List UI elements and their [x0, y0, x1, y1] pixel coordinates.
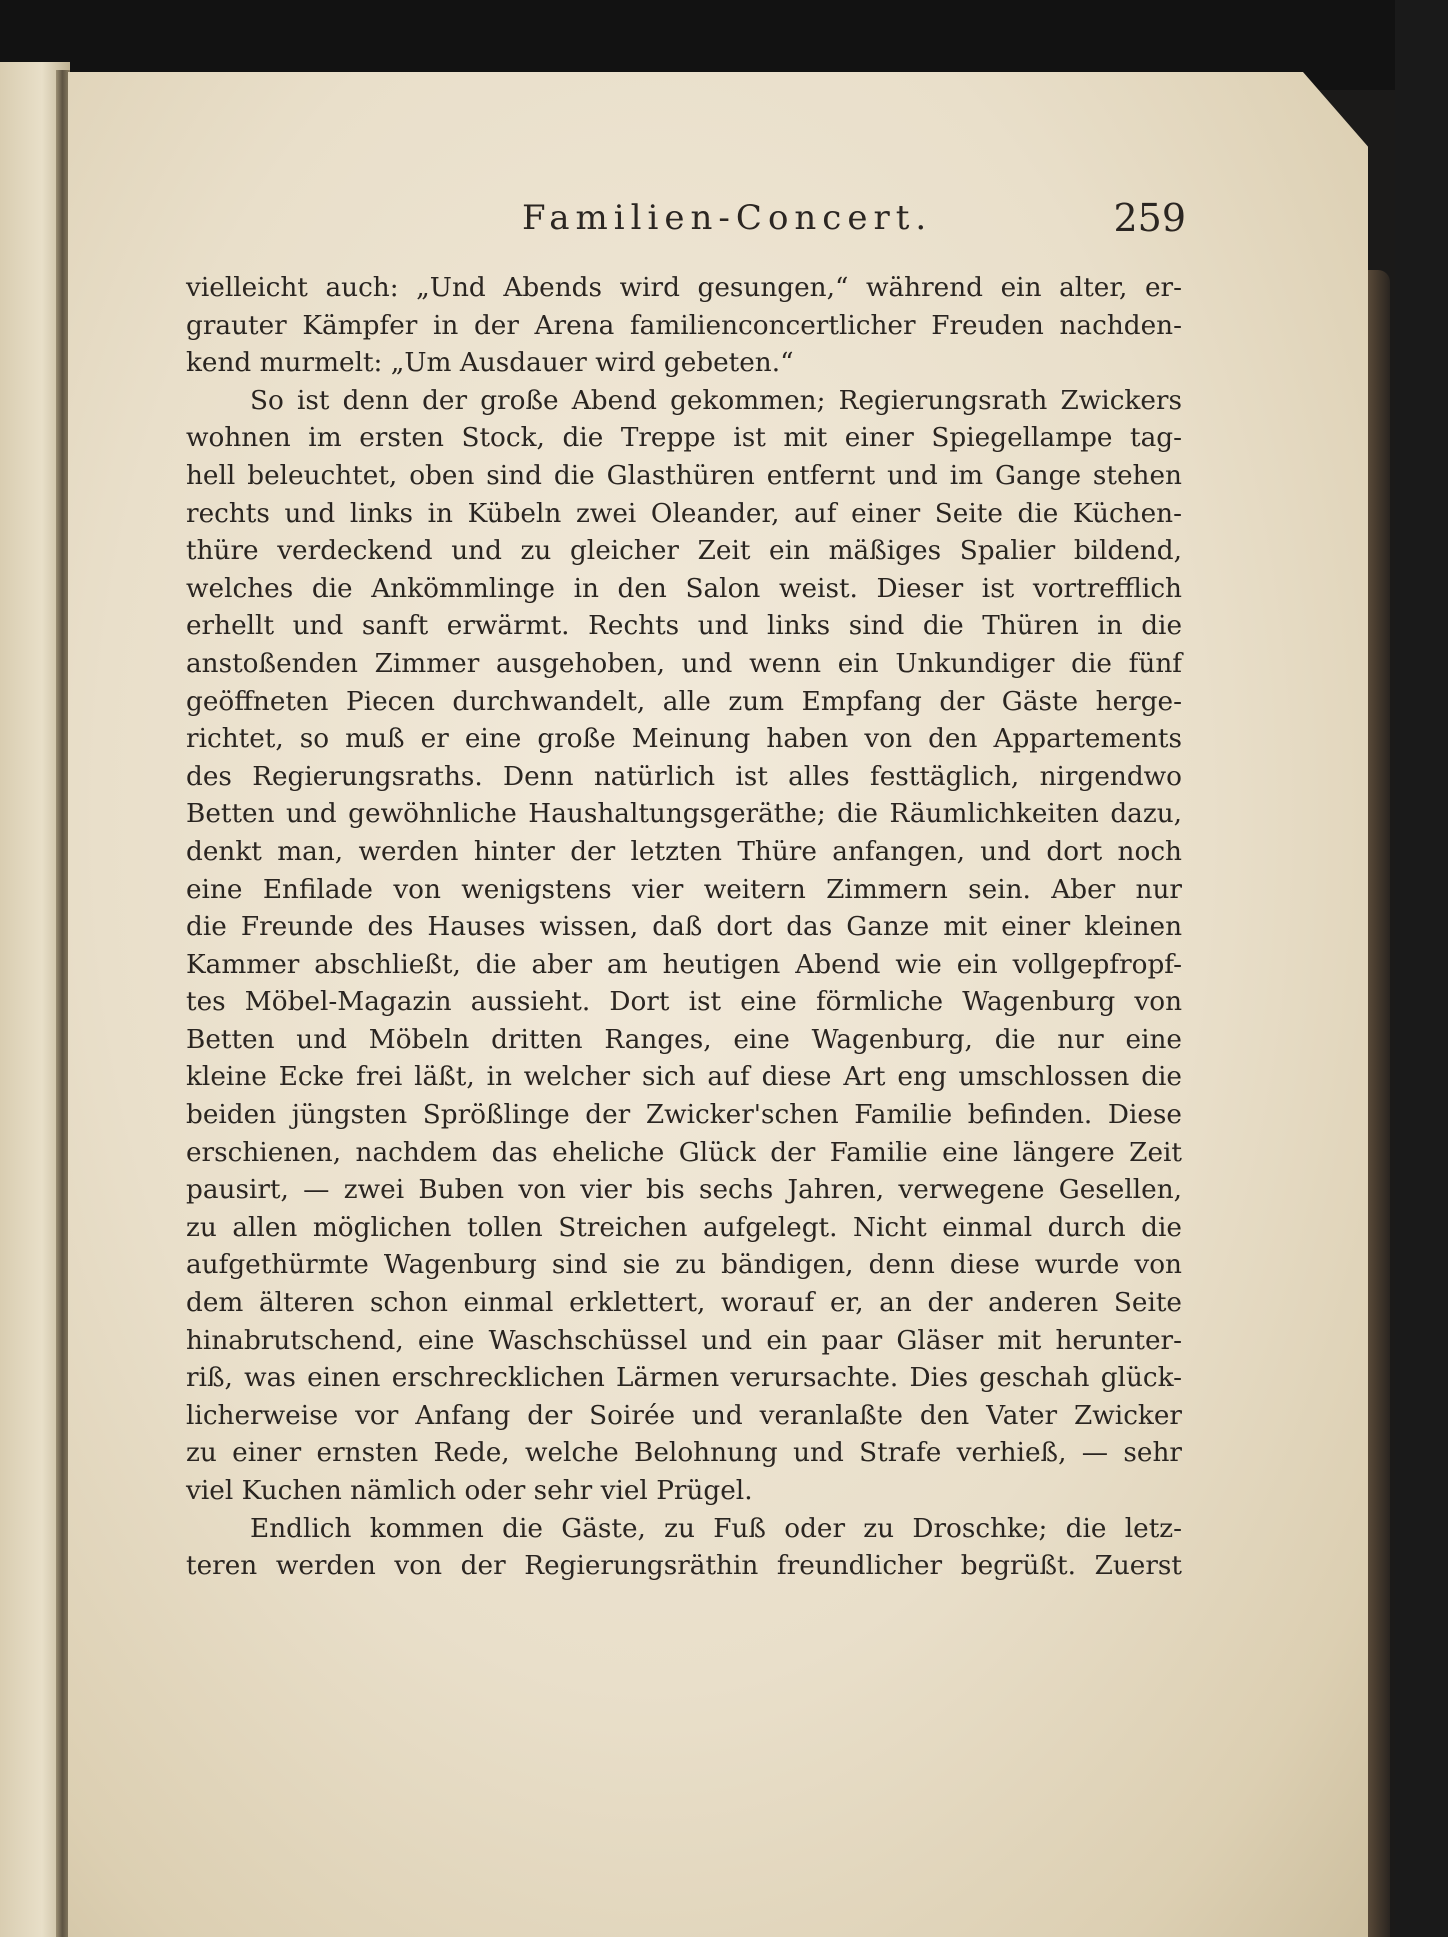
running-title: Familien-Concert.: [522, 198, 933, 238]
text-line: anstoßenden Zimmer ausgehoben, und wenn ein Unkundiger die fünf: [186, 648, 1182, 679]
text-line: die Freunde des Hauses wissen, daß dort das Ganze mit einer kleinen: [186, 912, 1182, 943]
text-line: riß, was einen erschrecklichen Lärmen verursachte. Dies geschah glück-: [186, 1363, 1182, 1394]
text-line: pausirt, — zwei Buben von vier bis sechs Jahren, verwegene Gesellen,: [186, 1175, 1182, 1206]
text-line: Kammer abschließt, die aber am heutigen Abend wie ein vollgepfropf-: [186, 949, 1182, 980]
text-line: viel Kuchen nämlich oder sehr viel Prügel.: [186, 1476, 753, 1506]
text-line: erschienen, nachdem das eheliche Glück der Familie eine längere Zeit: [186, 1137, 1182, 1168]
text-line: licherweise vor Anfang der Soirée und veranlaßte den Vater Zwicker: [186, 1400, 1182, 1431]
text-line: wohnen im ersten Stock, die Treppe ist mit einer Spiegellampe tag-: [186, 423, 1182, 454]
text-line: rechts und links in Kübeln zwei Oleander, auf einer Seite die Küchen-: [186, 498, 1182, 529]
paragraph-1: [186, 270, 1182, 383]
paragraph-2: [186, 383, 1182, 1511]
text-line: aufgethürmte Wagenburg sind sie zu bändigen, denn diese wurde von: [186, 1250, 1182, 1281]
page-body: [186, 270, 1182, 1586]
text-line: grauter Kämpfer in der Arena familienconcertlicher Freuden nachden-: [186, 310, 1182, 341]
page-number: 259: [1113, 196, 1186, 240]
scan-background-right: [1395, 0, 1448, 1937]
text-line: dem älteren schon einmal erklettert, worauf er, an der anderen Seite: [186, 1288, 1182, 1319]
text-line: thüre verdeckend und zu gleicher Zeit ein mäßiges Spalier bildend,: [186, 536, 1182, 567]
book-gutter: [56, 70, 70, 1937]
text-line: beiden jüngsten Sprößlinge der Zwicker'schen Familie befinden. Diese: [186, 1100, 1182, 1131]
text-line: hell beleuchtet, oben sind die Glasthüren entfernt und im Gange stehen: [186, 460, 1182, 491]
text-line: des Regierungsraths. Denn natürlich ist alles festtäglich, nirgendwo: [186, 761, 1182, 792]
text-line: Endlich kommen die Gäste, zu Fuß oder zu Droschke; die letz-: [250, 1513, 1182, 1544]
text-line: Betten und Möbeln dritten Ranges, eine Wagenburg, die nur eine: [186, 1024, 1182, 1055]
text-line: teren werden von der Regierungsräthin freundlicher begrüßt. Zuerst: [186, 1551, 1182, 1582]
text-line: welches die Ankömmlinge in den Salon weist. Dieser ist vortrefflich: [186, 573, 1182, 604]
text-line: hinabrutschend, eine Waschschüssel und ein paar Gläser mit herunter-: [186, 1325, 1182, 1356]
text-line: zu einer ernsten Rede, welche Belohnung und Strafe verhieß, — sehr: [186, 1438, 1182, 1469]
page-header: [186, 198, 1186, 248]
text-line: eine Enfilade von wenigstens vier weitern Zimmern sein. Aber nur: [186, 874, 1182, 905]
text-line: So ist denn der große Abend gekommen; Regierungsrath Zwickers: [250, 385, 1182, 416]
text-line: kend murmelt: „Um Ausdauer wird gebeten.“: [186, 348, 794, 379]
text-line: erhellt und sanft erwärmt. Rechts und links sind die Thüren in die: [186, 611, 1182, 642]
text-line: tes Möbel-Magazin aussieht. Dort ist eine förmliche Wagenburg von: [186, 987, 1182, 1018]
paragraph-3: [186, 1511, 1182, 1586]
text-line: Betten und gewöhnliche Haushaltungsgeräthe; die Räumlichkeiten dazu,: [186, 799, 1182, 830]
text-line: zu allen möglichen tollen Streichen aufgelegt. Nicht einmal durch die: [186, 1212, 1182, 1243]
text-line: geöffneten Piecen durchwandelt, alle zum Empfang der Gäste herge-: [186, 686, 1182, 717]
text-line: kleine Ecke frei läßt, in welcher sich auf diese Art eng umschlossen die: [186, 1062, 1182, 1093]
text-line: vielleicht auch: „Und Abends wird gesungen,“ während ein alter, er-: [186, 273, 1182, 303]
text-line: denkt man, werden hinter der letzten Thüre anfangen, und dort noch: [186, 836, 1182, 867]
text-line: richtet, so muß er eine große Meinung haben von den Appartements: [186, 724, 1182, 755]
